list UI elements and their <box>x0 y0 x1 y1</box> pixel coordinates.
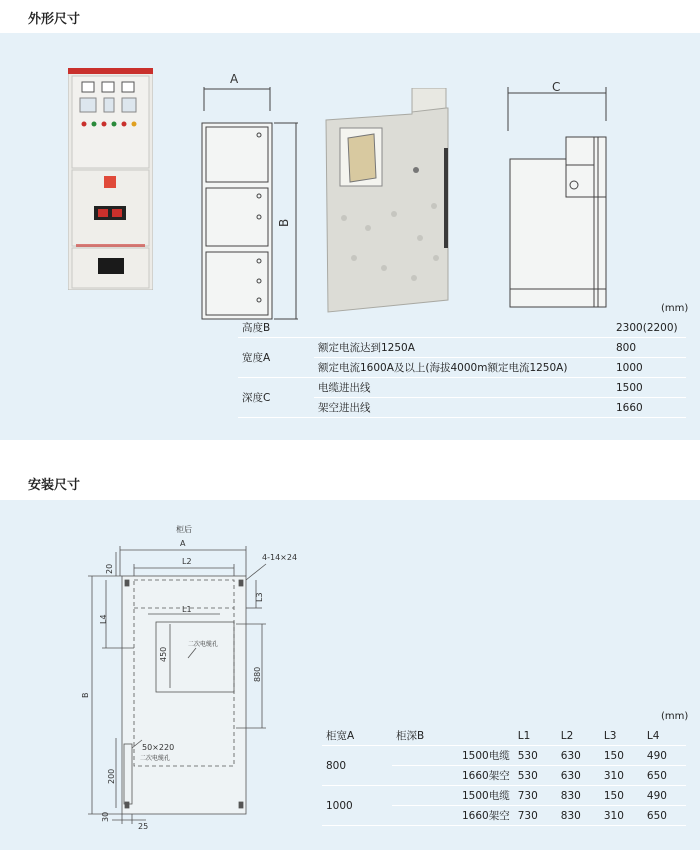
l4-cell: 490 <box>643 746 686 766</box>
installation-dimensions-panel <box>0 500 700 850</box>
value-cell: 1000 <box>612 358 686 378</box>
l3-cell: 310 <box>600 766 643 786</box>
depth-cell: 1500电缆 <box>392 786 514 806</box>
header-cell: L1 <box>514 726 557 746</box>
l3-cell: 150 <box>600 746 643 766</box>
outline-dimensions-panel <box>0 33 700 440</box>
l4-cell: 650 <box>643 766 686 786</box>
l2-cell: 830 <box>557 786 600 806</box>
dim-l4: L4 <box>99 614 108 624</box>
table-row <box>238 378 686 398</box>
table-row <box>238 338 686 358</box>
section-title-outline: 外形尺寸 <box>28 12 81 27</box>
secondary-hole-label-2: 二次电缆孔 <box>140 755 171 762</box>
table-header-row <box>322 726 686 746</box>
value-cell: 1660 <box>612 398 686 418</box>
value-cell: 2300(2200) <box>612 318 686 338</box>
l4-cell: 490 <box>643 786 686 806</box>
width-cell: 800 <box>322 746 392 786</box>
value-cell: 1500 <box>612 378 686 398</box>
dim-opening: 50×220 <box>142 743 175 752</box>
condition-cell <box>314 318 612 338</box>
table-row <box>238 318 686 338</box>
table-row <box>322 786 686 806</box>
l2-cell: 630 <box>557 746 600 766</box>
param-cell: 深度C <box>238 378 314 418</box>
l4-cell: 650 <box>643 806 686 826</box>
dim-label-a: A <box>230 72 239 86</box>
condition-cell: 额定电流1600A及以上(海拔4000m额定电流1250A) <box>314 358 612 378</box>
param-cell: 宽度A <box>238 338 314 378</box>
width-cell: 1000 <box>322 786 392 826</box>
l1-cell: 730 <box>514 786 557 806</box>
table-row <box>322 746 686 766</box>
dim-l2: L2 <box>182 557 192 566</box>
front-outline-drawing <box>192 65 304 323</box>
l1-cell: 530 <box>514 746 557 766</box>
header-cell: 柜宽A <box>322 726 392 746</box>
cabinet-side-photo <box>324 88 454 316</box>
header-cell: L4 <box>643 726 686 746</box>
unit-label: (mm) <box>661 303 689 314</box>
l1-cell: 730 <box>514 806 557 826</box>
dim-880: 880 <box>253 666 262 682</box>
condition-cell: 电缆进出线 <box>314 378 612 398</box>
l3-cell: 310 <box>600 806 643 826</box>
value-cell: 800 <box>612 338 686 358</box>
depth-cell: 1660架空 <box>392 766 514 786</box>
installation-plan-drawing <box>76 518 308 830</box>
secondary-hole-label: 二次电缆孔 <box>188 641 219 648</box>
dim-b: B <box>81 692 90 698</box>
dim-label-c: C <box>552 81 561 94</box>
condition-cell: 额定电流达到1250A <box>314 338 612 358</box>
unit-label-2: (mm) <box>661 711 689 722</box>
cabinet-front-photo <box>68 68 153 290</box>
condition-cell: 架空进出线 <box>314 398 612 418</box>
installation-spec-table <box>322 726 686 826</box>
rear-label: 柜后 <box>176 525 192 534</box>
outline-spec-table <box>238 318 686 418</box>
dim-holes: 4-14×24 <box>262 553 298 562</box>
header-cell: L3 <box>600 726 643 746</box>
dim-450: 450 <box>159 646 168 662</box>
section-title-installation: 安装尺寸 <box>28 478 81 493</box>
dim-25: 25 <box>138 822 149 830</box>
depth-cell: 1500电缆 <box>392 746 514 766</box>
dim-label-b: B <box>277 218 291 227</box>
dim-l3: L3 <box>255 592 264 602</box>
dim-200: 200 <box>107 768 116 784</box>
depth-cell: 1660架空 <box>392 806 514 826</box>
dim-l1: L1 <box>182 605 192 614</box>
dim-20: 20 <box>105 563 114 574</box>
side-outline-drawing <box>502 81 614 317</box>
l2-cell: 630 <box>557 766 600 786</box>
l2-cell: 830 <box>557 806 600 826</box>
dim-30: 30 <box>101 811 110 822</box>
l1-cell: 530 <box>514 766 557 786</box>
header-cell: 柜深B <box>392 726 514 746</box>
param-cell: 高度B <box>238 318 314 338</box>
header-cell: L2 <box>557 726 600 746</box>
l3-cell: 150 <box>600 786 643 806</box>
dim-a: A <box>180 539 186 548</box>
